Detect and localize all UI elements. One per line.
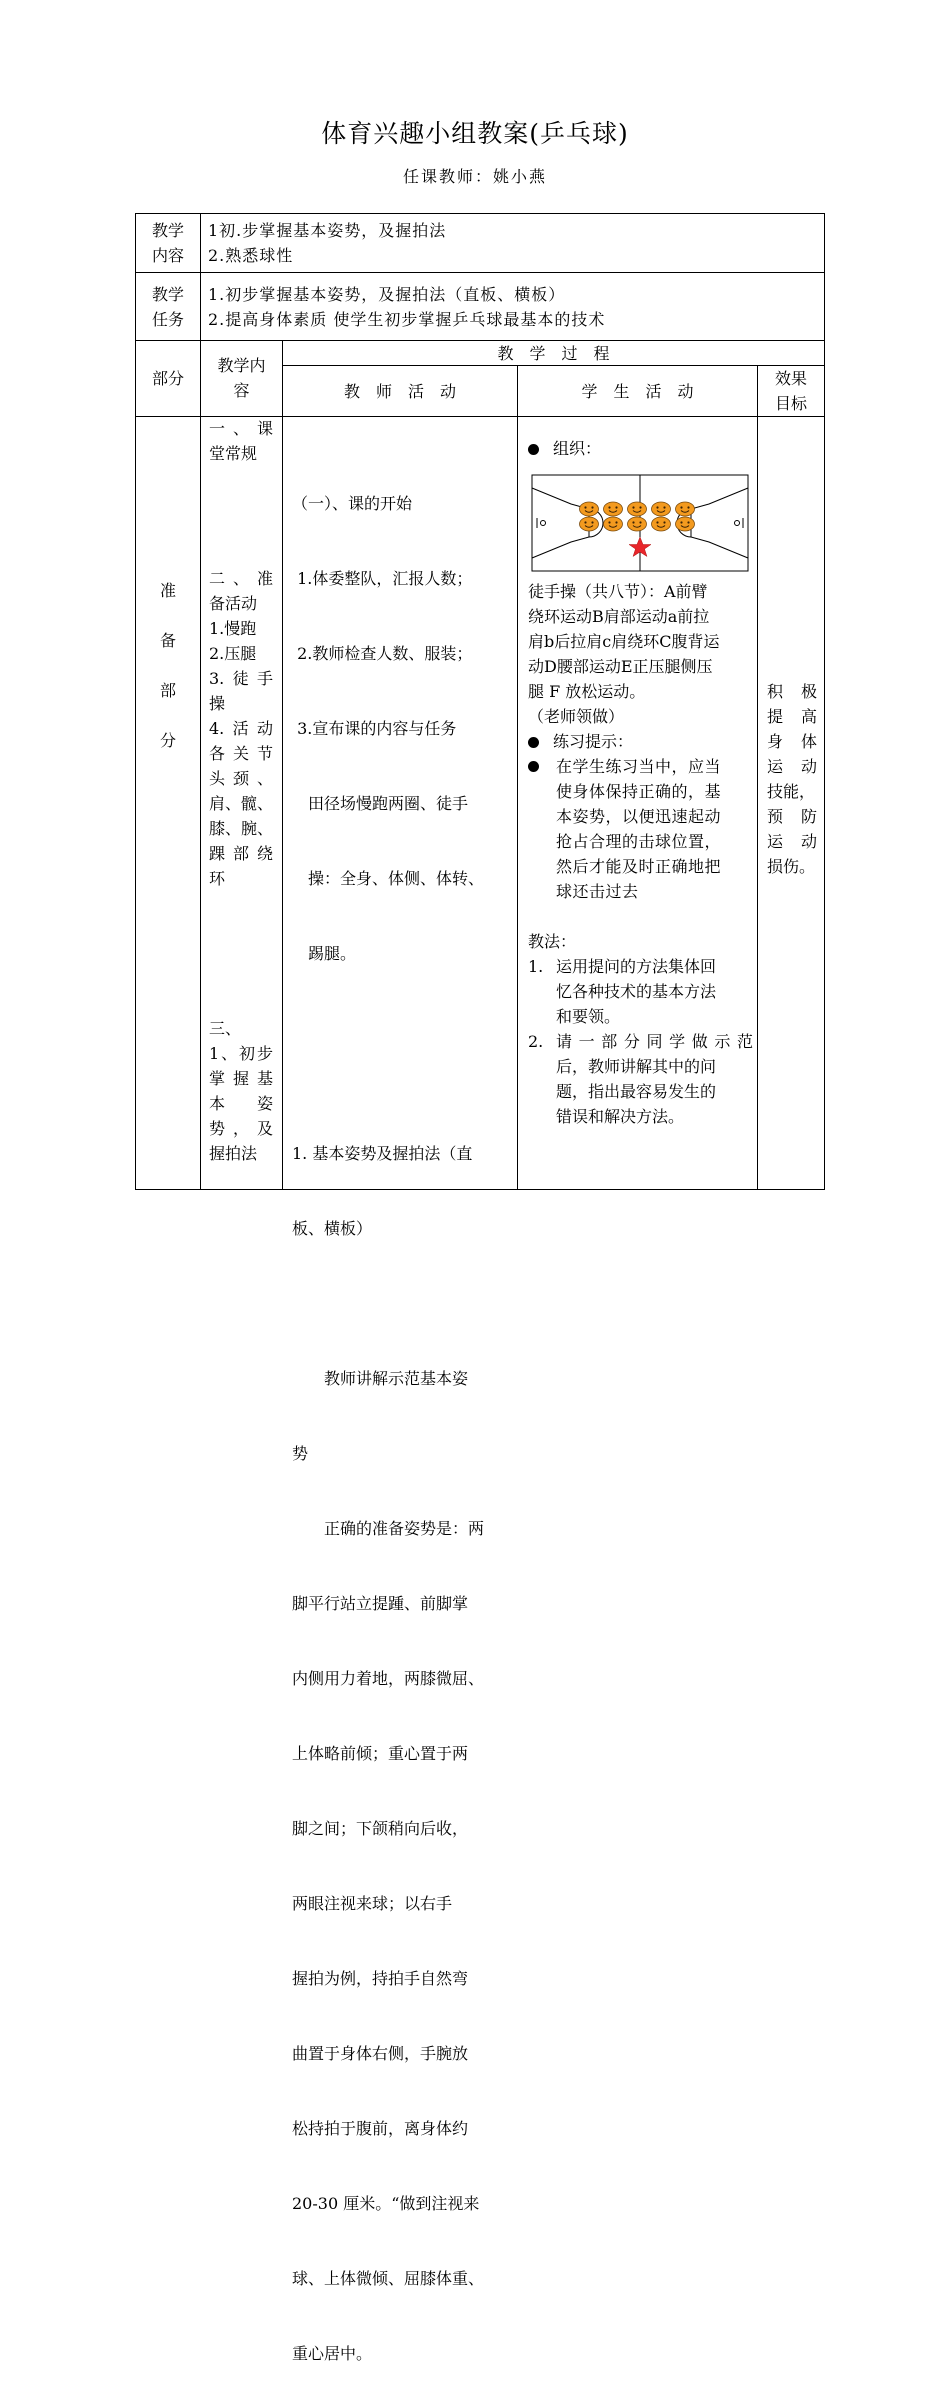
student-face-icon xyxy=(652,502,671,516)
student-tip: 在学生练习当中，应当 使身体保持正确的，基 本姿势，以便迅速起动 抢占合理的击球位置， 然后才能及时正确地把 球还击过去 xyxy=(528,754,753,904)
student-face-icon xyxy=(652,517,671,531)
header-effect: 效果 目标 xyxy=(774,369,807,413)
table-border-right xyxy=(824,213,825,1190)
bullet-icon xyxy=(528,737,539,748)
court-diagram xyxy=(531,474,749,572)
part-label: 准 备 部 分 xyxy=(159,581,176,750)
student-face-icon xyxy=(676,517,695,531)
student-method: 教法： 1. 运用提问的方法集体回 忆各种技术的基本方法 和要领。 2. 请一部分同学做示范 后，教师讲解其中的问 题，指出最容易发生的 错误和解决方法。 xyxy=(528,932,753,1126)
student-face-icon xyxy=(628,502,647,516)
content-label: 教学 内容 xyxy=(151,221,184,265)
task-label: 教学 任务 xyxy=(151,285,184,329)
student-face-icon xyxy=(604,502,623,516)
student-face-icon xyxy=(628,517,647,531)
page-title: 体育兴趣小组教案(乒乓球) xyxy=(321,119,629,148)
teacher-activity: （一）、课的开始 1.体委整队，汇报人数； 2.教师检查人数、服装； 3.宣布课的内容与任务 田径场慢跑两圈、徒手 操：全身、体侧、体转、 踢腿。 1. 基本姿势及握拍法（直 板、横板） 教师讲解示范基本姿 势 正确的准备姿势是：两 脚平行站立提踵、前脚掌 内侧用力着地，两膝微屈、 上体略前倾；重心置于两 脚之间；下颌稍向后收， 两眼注视来球；以右手 握拍为例，持拍手自然弯 曲置于身体右侧，手腕放 松持拍于腹前，离身体约 20-30 厘米。“做到注视来 球、上体微倾、屈膝体重、 重心居中。 xyxy=(292,494,485,2363)
col-divider xyxy=(757,365,758,1190)
col-divider xyxy=(282,340,283,1190)
table-border-top xyxy=(135,213,825,214)
bullet-icon xyxy=(528,444,539,455)
student-exercise: 徒手操（共八节）：A前臂 绕环运动B肩部运动a前拉 肩b后拉肩c肩绕环C腹背运 动D腰部运动E正压腿侧压 腿 F 放松运动。 （老师领做） 练习提示： xyxy=(528,582,720,751)
student-org: 组织： xyxy=(528,436,748,461)
effect-text: 积 极 提 高 身 体 运 动 技能， 预 防 运 动 损伤。 xyxy=(767,682,817,876)
student-face-icon xyxy=(580,517,599,531)
header-teacher-activity: 教 师 活 动 xyxy=(343,382,456,401)
student-face-icon xyxy=(676,502,695,516)
header-part: 部分 xyxy=(151,369,184,388)
section-content: 一、课 堂常规 二、准 备活动 1.慢跑 2.压腿 3.徒手 操 4.活动 各关节 头颈、 肩、髋、 膝、腕、 踝部绕 环 三、 1、初步 掌握基 本 姿 势，及 握拍法 xyxy=(209,419,274,1163)
header-student-activity: 学 生 活 动 xyxy=(581,382,694,401)
student-face-icon xyxy=(580,502,599,516)
bullet-icon xyxy=(528,761,539,772)
row-divider xyxy=(135,272,825,273)
col-divider xyxy=(517,365,518,1190)
teacher-line: 任课教师：姚小燕 xyxy=(402,167,547,186)
task-text: 1.初步掌握基本姿势，及握拍法（直板、横板） 2.提高身体素质 使学生初步掌握乒乓球最基本的技术 xyxy=(208,285,606,329)
header-content: 教学内 容 xyxy=(217,356,266,400)
header-process: 教 学 过 程 xyxy=(497,344,610,363)
student-face-icon xyxy=(604,517,623,531)
content-text: 1初.步掌握基本姿势，及握拍法 2.熟悉球性 xyxy=(208,221,447,265)
